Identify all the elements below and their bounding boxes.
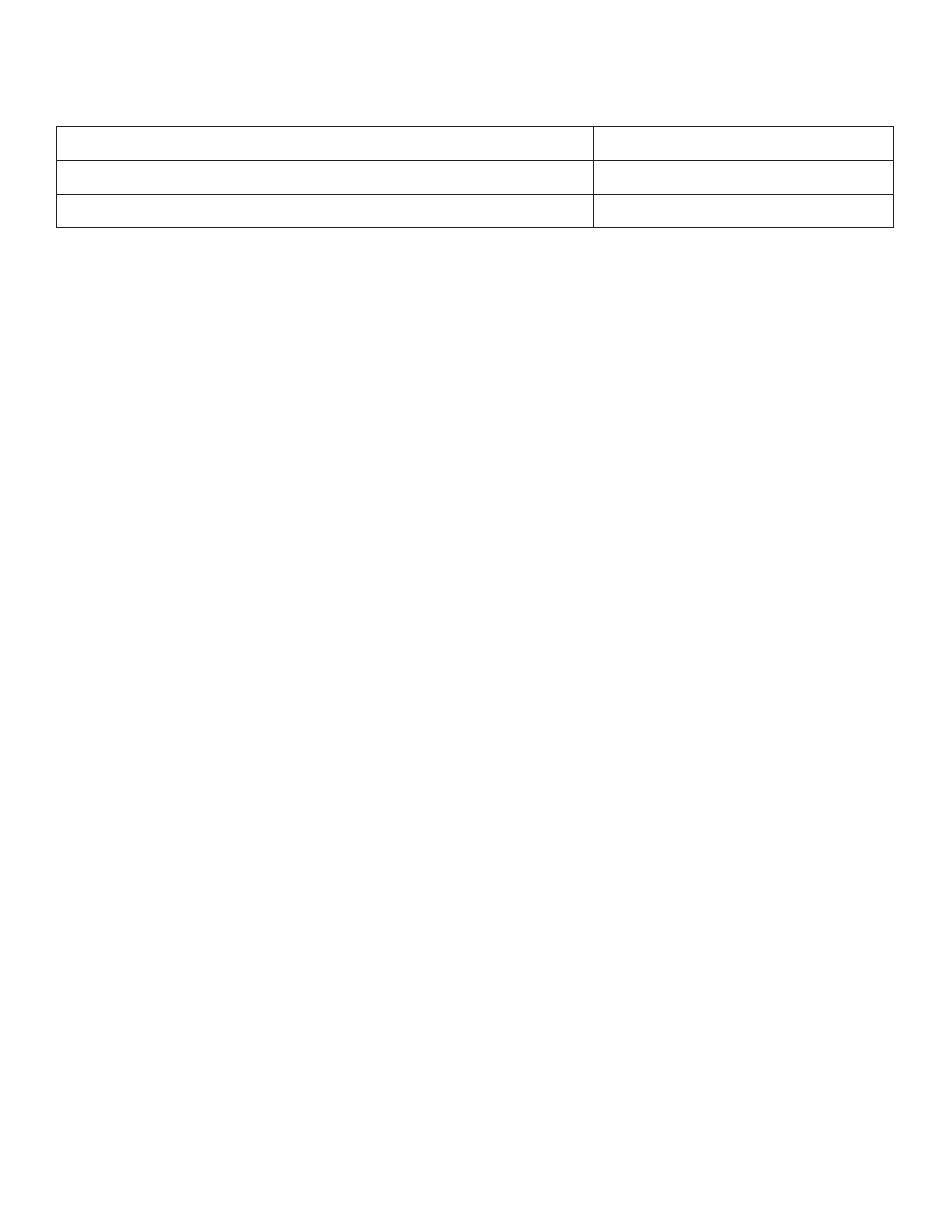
col-letter-b	[206, 294, 271, 309]
col-header-personal-use	[406, 309, 517, 369]
col-letter-e	[517, 294, 629, 309]
col-header-gross-sales	[294, 309, 406, 369]
col-header-code	[206, 309, 271, 369]
col-letter-c	[294, 294, 406, 309]
col-letter-a	[57, 294, 206, 309]
col-letter-b1	[271, 294, 294, 309]
col-letter-g	[738, 294, 850, 309]
col-header-local-taxable-sales	[741, 309, 847, 369]
col-header-locality-name	[57, 309, 206, 369]
col-header-fuel-sales	[631, 309, 736, 369]
col-letter-d	[406, 294, 517, 309]
col-header-exempt-deductions	[521, 309, 625, 369]
col-letter-f	[629, 294, 738, 309]
